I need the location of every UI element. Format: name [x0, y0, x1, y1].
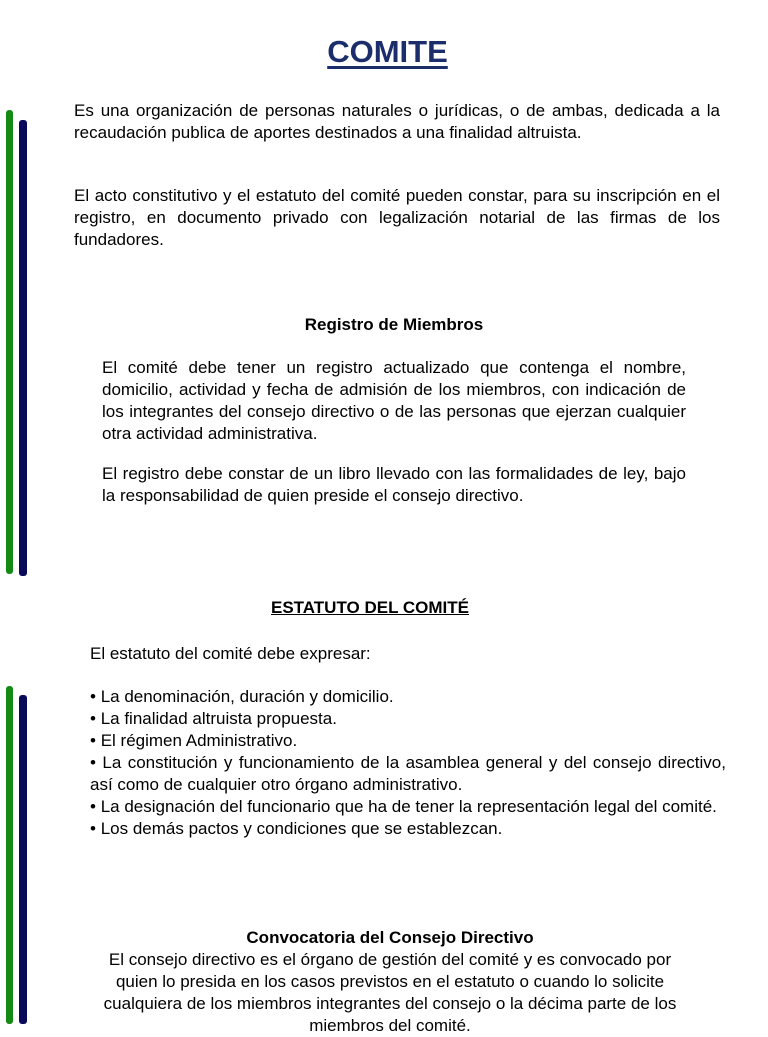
accent-bar-green-top [6, 110, 13, 574]
list-item: • La denominación, duración y domicilio. [90, 686, 726, 708]
list-item: • El régimen Administrativo. [90, 730, 726, 752]
intro-paragraph-1: Es una organización de personas naturales o jurídicas, o de ambas, dedicada a la recaudación publica de aportes destinados a una finalidad altruista. [74, 101, 720, 142]
list-item: • La constitución y funcionamiento de la asamblea general y del consejo directivo, así como de cualquier otro órgano administrativo. [90, 752, 726, 796]
convocatoria-paragraph: El consejo directivo es el órgano de gestión del comité y es convocado por quien lo presida en los casos previstos en el estatuto o cuando lo solicite cualquiera de los miembros integrantes del consejo o la décima parte de los miembros del comité. [103, 950, 677, 1035]
accent-bar-green-bottom [6, 686, 13, 1024]
accent-bar-navy-top [19, 120, 27, 576]
convocatoria-heading: Convocatoria del Consejo Directivo [246, 928, 534, 947]
registro-heading: Registro de Miembros [304, 315, 484, 334]
estatuto-heading: ESTATUTO DEL COMITÉ [270, 598, 470, 617]
page-title: COMITE [327, 34, 448, 69]
intro-paragraph-2: El acto constitutivo y el estatuto del comité pueden constar, para su inscripción en el registro, en documento privado con legalización notarial de las firmas de los fundadores. [74, 186, 720, 249]
estatuto-list [90, 686, 726, 840]
registro-paragraph-1: El comité debe tener un registro actualizado que contenga el nombre, domicilio, actividad y fecha de admisión de los miembros, con indicación de los integrantes del consejo directivo o de las personas que ejerzan cualquier otra actividad administrativa. [102, 358, 686, 443]
registro-paragraph-2: El registro debe constar de un libro llevado con las formalidades de ley, bajo la responsabilidad de quien preside el consejo directivo. [102, 464, 686, 505]
list-item: • La designación del funcionario que ha de tener la representación legal del comité. [90, 796, 726, 818]
list-item: • Los demás pactos y condiciones que se establezcan. [90, 818, 726, 840]
list-item: • La finalidad altruista propuesta. [90, 708, 726, 730]
estatuto-intro: El estatuto del comité debe expresar: [90, 644, 371, 663]
accent-bar-navy-bottom [19, 695, 27, 1024]
